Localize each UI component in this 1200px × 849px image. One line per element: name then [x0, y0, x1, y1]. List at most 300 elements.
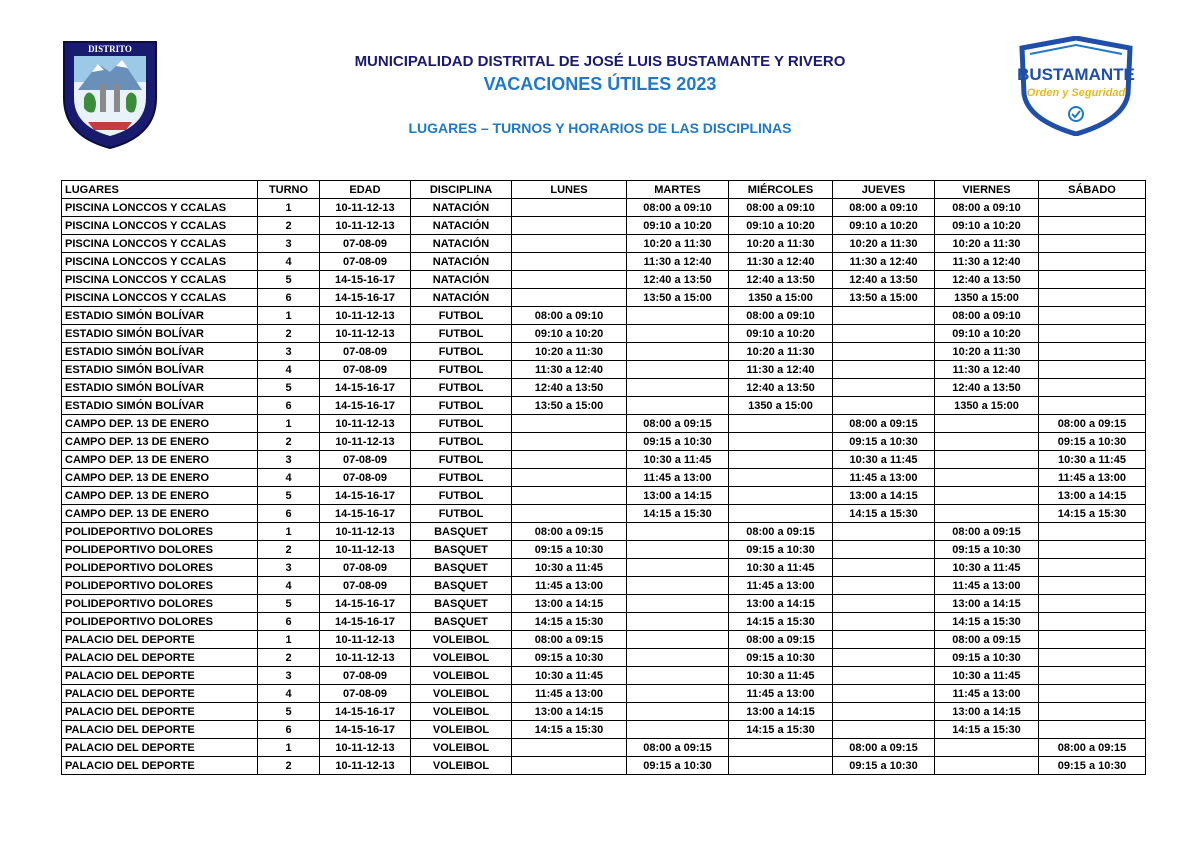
table-row: [62, 595, 1146, 613]
table-cell: 1350 a 15:00: [935, 289, 1039, 307]
table-cell: 10-11-12-13: [320, 325, 411, 343]
table-cell: 08:00 a 09:15: [627, 739, 729, 757]
table-cell: [1039, 199, 1146, 217]
table-cell: [1039, 271, 1146, 289]
table-cell: 08:00 a 09:15: [512, 631, 627, 649]
table-row: [62, 541, 1146, 559]
table-cell: [833, 631, 935, 649]
table-row: [62, 307, 1146, 325]
table-row: [62, 217, 1146, 235]
table-cell: PISCINA LONCCOS Y CCALAS: [62, 253, 258, 271]
table-cell: 10-11-12-13: [320, 433, 411, 451]
column-header: VIERNES: [935, 181, 1039, 199]
table-cell: 08:00 a 09:15: [729, 523, 833, 541]
table-cell: 07-08-09: [320, 577, 411, 595]
column-header: LUNES: [512, 181, 627, 199]
table-cell: [833, 595, 935, 613]
table-cell: CAMPO DEP. 13 DE ENERO: [62, 415, 258, 433]
table-body: [62, 199, 1146, 775]
table-cell: 10:20 a 11:30: [935, 343, 1039, 361]
table-cell: NATACIÓN: [411, 235, 512, 253]
table-cell: 09:15 a 10:30: [627, 433, 729, 451]
table-cell: 13:50 a 15:00: [833, 289, 935, 307]
table-cell: 11:45 a 13:00: [512, 685, 627, 703]
table-cell: 10:30 a 11:45: [512, 559, 627, 577]
table-cell: [833, 325, 935, 343]
table-cell: 10-11-12-13: [320, 739, 411, 757]
table-row: [62, 361, 1146, 379]
table-cell: 14:15 a 15:30: [729, 721, 833, 739]
table-cell: [627, 307, 729, 325]
table-cell: [833, 667, 935, 685]
table-cell: CAMPO DEP. 13 DE ENERO: [62, 505, 258, 523]
table-cell: [1039, 235, 1146, 253]
table-cell: [1039, 685, 1146, 703]
table-cell: 08:00 a 09:15: [1039, 739, 1146, 757]
table-cell: 10:20 a 11:30: [512, 343, 627, 361]
table-cell: 07-08-09: [320, 685, 411, 703]
table-cell: 08:00 a 09:15: [1039, 415, 1146, 433]
table-cell: 1350 a 15:00: [729, 397, 833, 415]
table-cell: 10:30 a 11:45: [627, 451, 729, 469]
table-cell: POLIDEPORTIVO DOLORES: [62, 613, 258, 631]
table-cell: [627, 577, 729, 595]
table-cell: 11:30 a 12:40: [729, 253, 833, 271]
table-cell: [627, 397, 729, 415]
table-cell: 13:00 a 14:15: [627, 487, 729, 505]
table-cell: 10-11-12-13: [320, 217, 411, 235]
table-row: [62, 667, 1146, 685]
table-cell: 5: [258, 379, 320, 397]
table-cell: CAMPO DEP. 13 DE ENERO: [62, 487, 258, 505]
table-cell: [512, 505, 627, 523]
table-cell: FUTBOL: [411, 433, 512, 451]
column-header: TURNO: [258, 181, 320, 199]
table-cell: FUTBOL: [411, 307, 512, 325]
table-cell: NATACIÓN: [411, 253, 512, 271]
table-cell: 08:00 a 09:10: [935, 307, 1039, 325]
table-cell: 4: [258, 469, 320, 487]
table-row: [62, 235, 1146, 253]
table-cell: 14-15-16-17: [320, 379, 411, 397]
table-cell: BASQUET: [411, 613, 512, 631]
table-cell: 09:15 a 10:30: [512, 541, 627, 559]
table-cell: 14:15 a 15:30: [512, 613, 627, 631]
table-cell: ESTADIO SIMÓN BOLÍVAR: [62, 343, 258, 361]
table-cell: [1039, 613, 1146, 631]
table-cell: NATACIÓN: [411, 217, 512, 235]
table-cell: 6: [258, 289, 320, 307]
table-cell: [833, 577, 935, 595]
table-cell: 09:15 a 10:30: [729, 541, 833, 559]
table-cell: 12:40 a 13:50: [729, 379, 833, 397]
table-cell: 11:30 a 12:40: [627, 253, 729, 271]
table-cell: 08:00 a 09:15: [729, 631, 833, 649]
table-cell: 11:45 a 13:00: [627, 469, 729, 487]
table-cell: 08:00 a 09:10: [935, 199, 1039, 217]
table-cell: [729, 451, 833, 469]
table-cell: 10:20 a 11:30: [833, 235, 935, 253]
table-cell: 10:30 a 11:45: [1039, 451, 1146, 469]
table-row: [62, 703, 1146, 721]
table-cell: VOLEIBOL: [411, 649, 512, 667]
table-cell: VOLEIBOL: [411, 667, 512, 685]
table-cell: [1039, 559, 1146, 577]
table-header-row: [62, 181, 1146, 199]
table-cell: [512, 415, 627, 433]
table-cell: POLIDEPORTIVO DOLORES: [62, 541, 258, 559]
table-row: [62, 739, 1146, 757]
table-cell: [627, 523, 729, 541]
logo-name: BUSTAMANTE: [1017, 65, 1135, 84]
table-cell: 14-15-16-17: [320, 487, 411, 505]
table-cell: NATACIÓN: [411, 199, 512, 217]
table-cell: NATACIÓN: [411, 289, 512, 307]
table-cell: 08:00 a 09:10: [729, 307, 833, 325]
table-cell: 2: [258, 433, 320, 451]
table-cell: 07-08-09: [320, 667, 411, 685]
table-cell: 11:30 a 12:40: [512, 361, 627, 379]
table-cell: 2: [258, 325, 320, 343]
table-row: [62, 253, 1146, 271]
table-cell: 10-11-12-13: [320, 523, 411, 541]
table-cell: 11:30 a 12:40: [935, 361, 1039, 379]
table-cell: 13:00 a 14:15: [1039, 487, 1146, 505]
table-cell: 4: [258, 577, 320, 595]
table-cell: PISCINA LONCCOS Y CCALAS: [62, 199, 258, 217]
table-cell: 07-08-09: [320, 451, 411, 469]
table-cell: 08:00 a 09:15: [935, 631, 1039, 649]
table-cell: [833, 685, 935, 703]
table-cell: PALACIO DEL DEPORTE: [62, 631, 258, 649]
table-cell: [627, 343, 729, 361]
table-cell: 14-15-16-17: [320, 721, 411, 739]
table-cell: 10-11-12-13: [320, 415, 411, 433]
table-cell: [512, 739, 627, 757]
table-cell: 13:00 a 14:15: [729, 703, 833, 721]
table-cell: 2: [258, 757, 320, 775]
table-cell: 14:15 a 15:30: [935, 721, 1039, 739]
table-cell: 12:40 a 13:50: [935, 379, 1039, 397]
table-cell: 09:15 a 10:30: [1039, 433, 1146, 451]
table-cell: 2: [258, 649, 320, 667]
table-cell: [833, 379, 935, 397]
table-row: [62, 685, 1146, 703]
table-cell: 08:00 a 09:10: [833, 199, 935, 217]
table-cell: 13:00 a 14:15: [512, 595, 627, 613]
table-cell: VOLEIBOL: [411, 703, 512, 721]
table-cell: [833, 703, 935, 721]
table-cell: POLIDEPORTIVO DOLORES: [62, 523, 258, 541]
table-cell: 1350 a 15:00: [935, 397, 1039, 415]
table-cell: [1039, 361, 1146, 379]
table-cell: BASQUET: [411, 577, 512, 595]
table-cell: 3: [258, 235, 320, 253]
table-cell: 1: [258, 199, 320, 217]
table-cell: [512, 235, 627, 253]
table-cell: 11:45 a 13:00: [833, 469, 935, 487]
table-cell: 5: [258, 271, 320, 289]
table-cell: 4: [258, 361, 320, 379]
table-cell: 2: [258, 217, 320, 235]
table-cell: FUTBOL: [411, 343, 512, 361]
table-row: [62, 433, 1146, 451]
table-cell: [627, 361, 729, 379]
table-cell: [833, 307, 935, 325]
table-cell: [833, 361, 935, 379]
table-row: [62, 631, 1146, 649]
table-cell: 08:00 a 09:15: [833, 415, 935, 433]
table-cell: 1: [258, 523, 320, 541]
page-subtitle: LUGARES – TURNOS Y HORARIOS DE LAS DISCIPLINAS: [408, 120, 792, 136]
table-cell: PALACIO DEL DEPORTE: [62, 685, 258, 703]
table-cell: 08:00 a 09:10: [512, 307, 627, 325]
table-cell: [512, 487, 627, 505]
table-cell: [512, 253, 627, 271]
org-title: MUNICIPALIDAD DISTRITAL DE JOSÉ LUIS BUSTAMANTE Y RIVERO: [354, 53, 846, 70]
column-header: DISCIPLINA: [411, 181, 512, 199]
table-cell: [1039, 397, 1146, 415]
table-cell: 1: [258, 415, 320, 433]
table-row: [62, 613, 1146, 631]
table-cell: 09:10 a 10:20: [729, 217, 833, 235]
table-cell: [627, 595, 729, 613]
table-row: [62, 379, 1146, 397]
table-cell: 1: [258, 307, 320, 325]
table-cell: 11:45 a 13:00: [935, 577, 1039, 595]
table-cell: 14:15 a 15:30: [512, 721, 627, 739]
table-cell: 10:30 a 11:45: [833, 451, 935, 469]
table-cell: 6: [258, 613, 320, 631]
table-row: [62, 397, 1146, 415]
table-cell: [833, 397, 935, 415]
table-cell: 14-15-16-17: [320, 595, 411, 613]
table-cell: PISCINA LONCCOS Y CCALAS: [62, 235, 258, 253]
table-cell: [729, 433, 833, 451]
table-cell: 6: [258, 505, 320, 523]
table-cell: [1039, 379, 1146, 397]
table-row: [62, 757, 1146, 775]
table-cell: 08:00 a 09:15: [935, 523, 1039, 541]
table-cell: [935, 433, 1039, 451]
table-cell: 5: [258, 703, 320, 721]
table-cell: [1039, 541, 1146, 559]
table-cell: 09:15 a 10:30: [935, 541, 1039, 559]
table-cell: 14:15 a 15:30: [935, 613, 1039, 631]
table-cell: PISCINA LONCCOS Y CCALAS: [62, 217, 258, 235]
table-cell: PALACIO DEL DEPORTE: [62, 739, 258, 757]
table-cell: FUTBOL: [411, 415, 512, 433]
table-cell: [1039, 307, 1146, 325]
logo-tagline: Orden y Seguridad: [1026, 87, 1126, 99]
schedule-table: [61, 180, 1146, 775]
table-cell: [935, 469, 1039, 487]
table-cell: 11:30 a 12:40: [729, 361, 833, 379]
table-cell: 12:40 a 13:50: [627, 271, 729, 289]
table-cell: BASQUET: [411, 595, 512, 613]
table-cell: 3: [258, 451, 320, 469]
table-cell: [935, 757, 1039, 775]
table-cell: 14-15-16-17: [320, 505, 411, 523]
table-cell: 09:15 a 10:30: [833, 757, 935, 775]
table-cell: [1039, 343, 1146, 361]
table-cell: 09:10 a 10:20: [935, 217, 1039, 235]
table-cell: 5: [258, 595, 320, 613]
table-cell: [833, 523, 935, 541]
table-cell: VOLEIBOL: [411, 757, 512, 775]
table-cell: [1039, 667, 1146, 685]
table-cell: [512, 451, 627, 469]
table-cell: ESTADIO SIMÓN BOLÍVAR: [62, 325, 258, 343]
table-cell: [833, 613, 935, 631]
table-cell: 11:30 a 12:40: [833, 253, 935, 271]
table-cell: [512, 217, 627, 235]
table-row: [62, 559, 1146, 577]
table-cell: [935, 487, 1039, 505]
table-cell: 09:15 a 10:30: [627, 757, 729, 775]
table-cell: [729, 739, 833, 757]
column-header: EDAD: [320, 181, 411, 199]
table-cell: 10:30 a 11:45: [935, 667, 1039, 685]
table-cell: 07-08-09: [320, 343, 411, 361]
table-cell: 11:45 a 13:00: [729, 685, 833, 703]
table-cell: [729, 487, 833, 505]
table-cell: NATACIÓN: [411, 271, 512, 289]
table-cell: PALACIO DEL DEPORTE: [62, 667, 258, 685]
table-row: [62, 415, 1146, 433]
table-cell: 11:45 a 13:00: [512, 577, 627, 595]
table-cell: 13:00 a 14:15: [833, 487, 935, 505]
table-cell: FUTBOL: [411, 505, 512, 523]
table-cell: 14:15 a 15:30: [1039, 505, 1146, 523]
table-cell: [512, 433, 627, 451]
table-cell: ESTADIO SIMÓN BOLÍVAR: [62, 397, 258, 415]
table-cell: 4: [258, 253, 320, 271]
table-cell: [512, 289, 627, 307]
bustamante-shield-logo: [1012, 36, 1140, 136]
table-cell: 14-15-16-17: [320, 703, 411, 721]
crest-top-text: DISTRITO: [88, 44, 132, 54]
column-header: SÁBADO: [1039, 181, 1146, 199]
table-cell: 08:00 a 09:10: [729, 199, 833, 217]
table-cell: 09:10 a 10:20: [935, 325, 1039, 343]
table-cell: 5: [258, 487, 320, 505]
table-cell: 10-11-12-13: [320, 757, 411, 775]
table-cell: 10:20 a 11:30: [627, 235, 729, 253]
table-cell: 07-08-09: [320, 559, 411, 577]
table-cell: 07-08-09: [320, 253, 411, 271]
table-cell: [729, 469, 833, 487]
table-cell: 08:00 a 09:15: [833, 739, 935, 757]
table-cell: 10:20 a 11:30: [729, 343, 833, 361]
table-cell: FUTBOL: [411, 361, 512, 379]
table-cell: [833, 721, 935, 739]
table-cell: 14:15 a 15:30: [833, 505, 935, 523]
table-cell: 10:30 a 11:45: [729, 667, 833, 685]
table-cell: 10:20 a 11:30: [935, 235, 1039, 253]
table-cell: 08:00 a 09:15: [512, 523, 627, 541]
table-cell: FUTBOL: [411, 487, 512, 505]
column-header: MARTES: [627, 181, 729, 199]
table-cell: [512, 469, 627, 487]
table-cell: 10-11-12-13: [320, 631, 411, 649]
table-cell: 10:20 a 11:30: [729, 235, 833, 253]
table-cell: 09:15 a 10:30: [1039, 757, 1146, 775]
table-cell: 10-11-12-13: [320, 307, 411, 325]
table-cell: [627, 649, 729, 667]
table-row: [62, 271, 1146, 289]
table-cell: [512, 271, 627, 289]
table-cell: 14-15-16-17: [320, 613, 411, 631]
table-cell: 10:30 a 11:45: [729, 559, 833, 577]
table-cell: 10-11-12-13: [320, 199, 411, 217]
table-cell: PISCINA LONCCOS Y CCALAS: [62, 289, 258, 307]
table-cell: 10:30 a 11:45: [935, 559, 1039, 577]
table-cell: 4: [258, 685, 320, 703]
table-cell: [833, 541, 935, 559]
table-cell: 14:15 a 15:30: [729, 613, 833, 631]
table-cell: BASQUET: [411, 541, 512, 559]
table-cell: 1: [258, 739, 320, 757]
table-cell: [1039, 289, 1146, 307]
table-cell: 09:10 a 10:20: [729, 325, 833, 343]
table-row: [62, 649, 1146, 667]
district-crest-logo: [60, 38, 160, 150]
table-cell: 09:10 a 10:20: [627, 217, 729, 235]
page-title: VACACIONES ÚTILES 2023: [483, 74, 717, 94]
table-cell: 14-15-16-17: [320, 289, 411, 307]
table-cell: [935, 505, 1039, 523]
table-cell: FUTBOL: [411, 397, 512, 415]
table-cell: 3: [258, 559, 320, 577]
table-cell: 11:45 a 13:00: [729, 577, 833, 595]
table-cell: [627, 613, 729, 631]
table-cell: 13:00 a 14:15: [729, 595, 833, 613]
table-cell: FUTBOL: [411, 469, 512, 487]
table-cell: 11:30 a 12:40: [935, 253, 1039, 271]
table-cell: 13:50 a 15:00: [512, 397, 627, 415]
table-cell: POLIDEPORTIVO DOLORES: [62, 595, 258, 613]
table-cell: 1350 a 15:00: [729, 289, 833, 307]
table-cell: 07-08-09: [320, 235, 411, 253]
table-cell: [627, 703, 729, 721]
table-cell: 07-08-09: [320, 361, 411, 379]
table-cell: [729, 757, 833, 775]
table-cell: 6: [258, 721, 320, 739]
table-cell: [833, 343, 935, 361]
table-cell: [1039, 649, 1146, 667]
table-cell: FUTBOL: [411, 325, 512, 343]
table-cell: [627, 631, 729, 649]
table-cell: 6: [258, 397, 320, 415]
table-row: [62, 451, 1146, 469]
table-cell: [833, 559, 935, 577]
table-cell: [627, 721, 729, 739]
table-cell: [1039, 523, 1146, 541]
table-cell: PALACIO DEL DEPORTE: [62, 703, 258, 721]
table-cell: 09:15 a 10:30: [833, 433, 935, 451]
table-cell: [1039, 595, 1146, 613]
table-cell: [1039, 217, 1146, 235]
table-cell: [512, 199, 627, 217]
table-cell: FUTBOL: [411, 379, 512, 397]
table-cell: ESTADIO SIMÓN BOLÍVAR: [62, 307, 258, 325]
table-cell: [1039, 721, 1146, 739]
table-cell: [1039, 631, 1146, 649]
table-cell: 13:00 a 14:15: [512, 703, 627, 721]
table-cell: 14-15-16-17: [320, 397, 411, 415]
table-cell: 1: [258, 631, 320, 649]
